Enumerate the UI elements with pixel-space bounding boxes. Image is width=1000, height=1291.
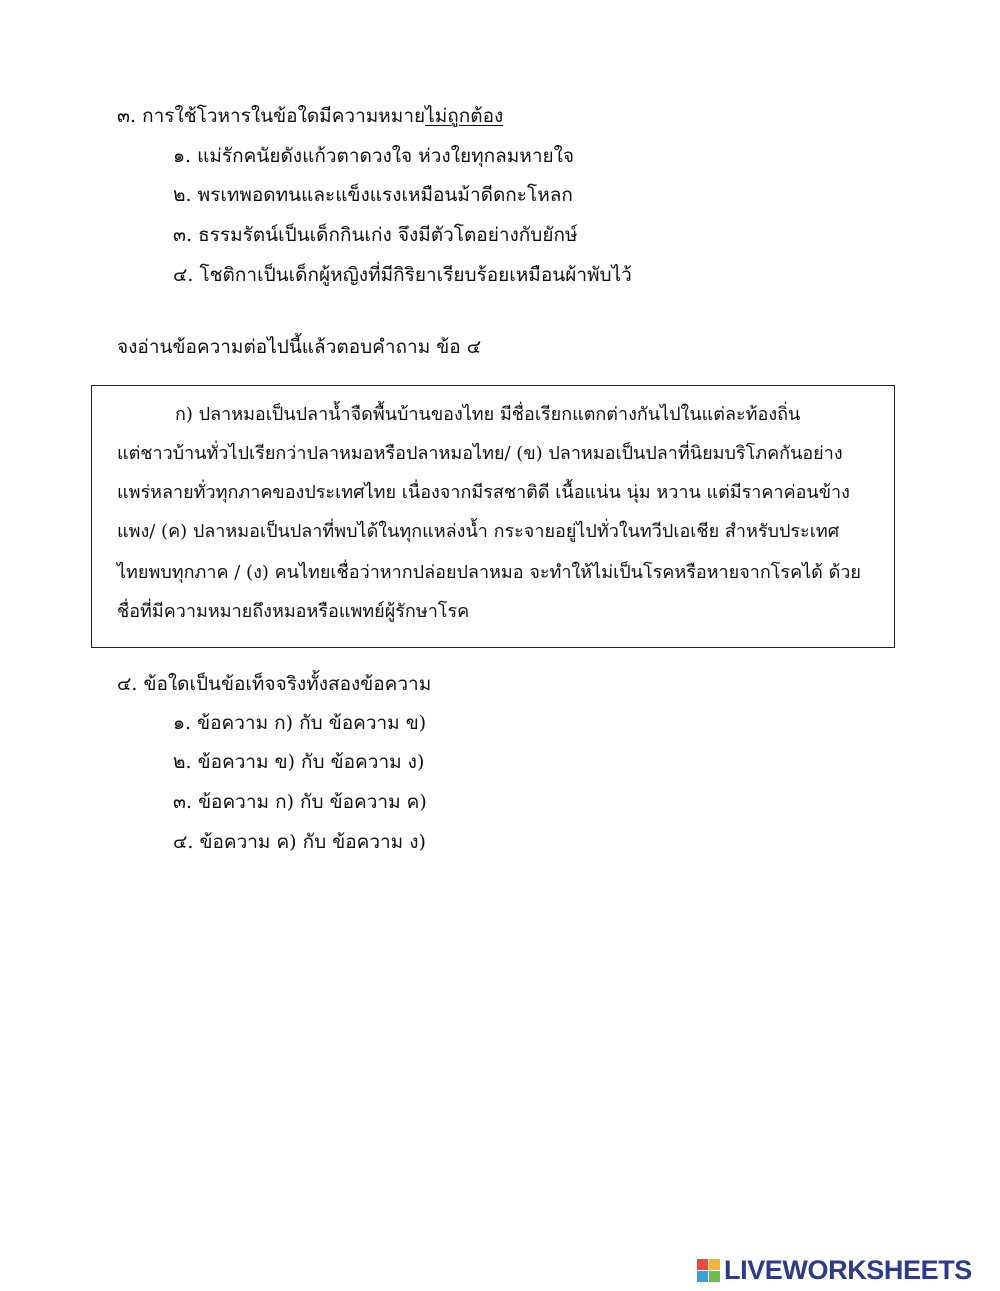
question-3-option-2[interactable]: ๒. พรเทพอดทนและแข็งแรงเหมือนม้าดีดกะโหลก	[173, 184, 573, 206]
passage-line-5: ไทยพบทุกภาค / (ง) คนไทยเชื่อว่าหากปล่อยปลาหมอ จะทำให้ไม่เป็นโรคหรือหายจากโรคได้ ด้วย	[117, 562, 861, 583]
logo-icon	[697, 1259, 720, 1282]
question-3-number: ๓.	[117, 105, 137, 127]
question-4-option-3[interactable]: ๓. ข้อความ ก) กับ ข้อความ ค)	[173, 791, 427, 813]
logo-square-4	[709, 1271, 720, 1282]
logo-square-1	[697, 1259, 708, 1270]
question-3-text: การใช้โวหารในข้อใดมีความหมาย	[142, 105, 426, 127]
question-4-stem: ๔. ข้อใดเป็นข้อเท็จจริงทั้งสองข้อความ	[117, 673, 432, 695]
question-3-option-4[interactable]: ๔. โชติกาเป็นเด็กผู้หญิงที่มีกิริยาเรียบร้อยเหมือนผ้าพับไว้	[173, 264, 632, 286]
passage-line-2: แต่ชาวบ้านทั่วไปเรียกว่าปลาหมอหรือปลาหมอไทย/ (ข) ปลาหมอเป็นปลาที่นิยมบริโภคกันอย่าง	[117, 443, 843, 464]
logo-square-2	[709, 1259, 720, 1270]
question-3-option-1[interactable]: ๑. แม่รักคนัยดังแก้วตาดวงใจ ห่วงใยทุกลมหายใจ	[173, 145, 575, 167]
passage-line-6: ชื่อที่มีความหมายถึงหมอหรือแพทย์ผู้รักษาโรค	[117, 601, 470, 622]
question-3-underlined: ไม่ถูกต้อง	[425, 105, 504, 127]
question-4-option-1[interactable]: ๑. ข้อความ ก) กับ ข้อความ ข)	[173, 712, 427, 734]
passage-line-4: แพง/ (ค) ปลาหมอเป็นปลาที่พบได้ในทุกแหล่งน้ำ กระจายอยู่ไปทั่วในทวีปเอเชีย สำหรับประเทศ	[117, 521, 840, 542]
question-3-option-3[interactable]: ๓. ธรรมรัตน์เป็นเด็กกินเก่ง จึงมีตัวโตอย่างกับยักษ์	[173, 224, 578, 246]
liveworksheets-logo	[697, 1255, 972, 1285]
reading-instruction: จงอ่านข้อความต่อไปนี้แล้วตอบคำถาม ข้อ ๔	[117, 336, 482, 358]
passage-line-3: แพร่หลายทั่วทุกภาคของประเทศไทย เนื่องจากมีรสชาติดี เนื้อแน่น นุ่ม หวาน แต่มีราคาค่อนข้าง	[117, 482, 850, 503]
logo-text: LIVEWORKSHEETS	[724, 1254, 972, 1285]
passage-line-1: ก) ปลาหมอเป็นปลาน้ำจืดพื้นบ้านของไทย มีชื่อเรียกแตกต่างกันไปในแต่ละท้องถิ่น	[175, 404, 801, 425]
question-4-option-2[interactable]: ๒. ข้อความ ข) กับ ข้อความ ง)	[173, 751, 425, 773]
logo-square-3	[697, 1271, 708, 1282]
question-3-stem	[117, 103, 503, 129]
question-4-option-4[interactable]: ๔. ข้อความ ค) กับ ข้อความ ง)	[173, 831, 426, 853]
